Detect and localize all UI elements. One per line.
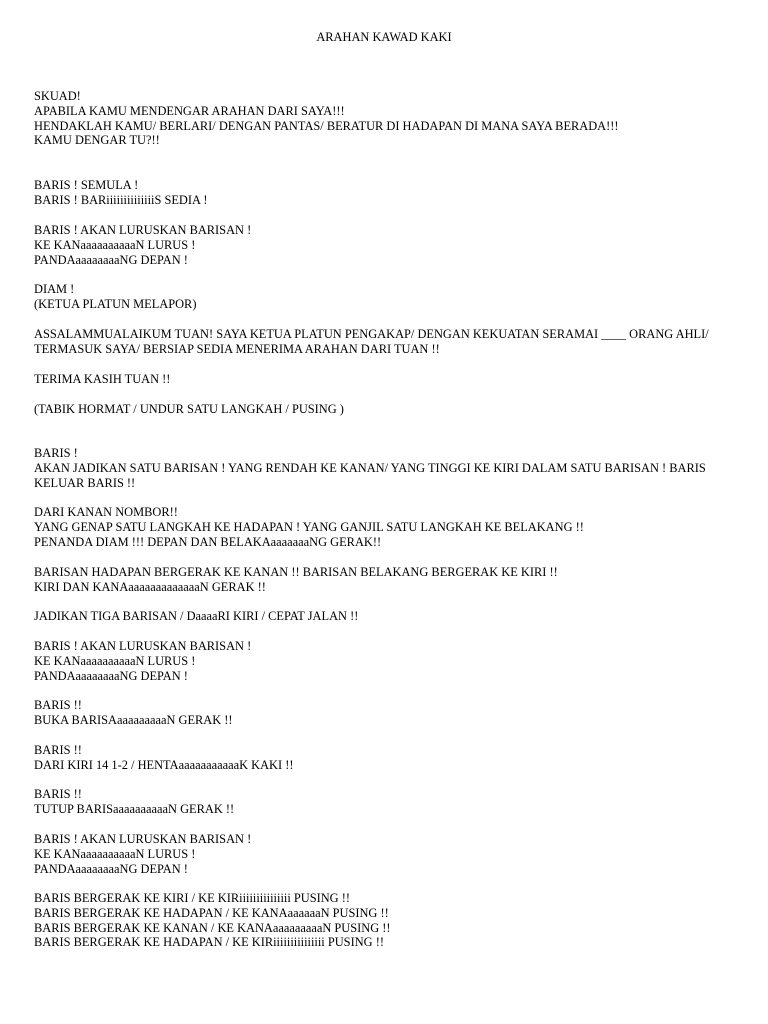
command-block-intro — [34, 89, 734, 148]
text-line: APABILA KAMU MENDENGAR ARAHAN DARI SAYA!!! — [34, 103, 345, 118]
text-line: PANDAaaaaaaaaNG DEPAN ! — [34, 861, 188, 876]
text-line: DIAM ! — [34, 282, 75, 296]
text-line: BARISAN HADAPAN BERGERAK KE KANAN !! BARISAN BELAKANG BERGERAK KE KIRI !! — [34, 565, 558, 579]
text-line: BARIS ! SEMULA ! — [34, 178, 139, 192]
text-line: KE KANaaaaaaaaaaN LURUS ! — [34, 846, 196, 861]
command-block-bergerak — [34, 565, 734, 595]
command-block-lurus-3 — [34, 832, 734, 876]
text-line: BARIS ! AKAN LURUSKAN BARISAN ! — [34, 639, 252, 653]
command-block-buka — [34, 698, 734, 728]
text-line: BARIS !! — [34, 743, 82, 757]
command-block-lurus-2 — [34, 639, 734, 683]
text-line: BARIS BERGERAK KE HADAPAN / KE KIRiiiiiiiiiiiiiii PUSING !! — [34, 935, 384, 950]
text-line: TUTUP BARISaaaaaaaaaaN GERAK !! — [34, 801, 235, 816]
command-block-semula — [34, 178, 734, 208]
document-title: ARAHAN KAWAD KAKI — [316, 30, 452, 44]
text-line: BARIS BERGERAK KE HADAPAN / KE KANAaaaaaaN PUSING !! — [34, 905, 389, 920]
command-block-henti — [34, 743, 734, 773]
text-line: HENDAKLAH KAMU/ BERLARI/ DENGAN PANTAS/ BERATUR DI HADAPAN DI MANA SAYA BERADA!!! — [34, 118, 619, 133]
text-line: KE KANaaaaaaaaaaN LURUS ! — [34, 653, 196, 668]
text-line: DARI KIRI 14 1-2 / HENTAaaaaaaaaaaaK KAKI !! — [34, 757, 294, 772]
command-block-nombor — [34, 505, 734, 549]
text-line: KELUAR BARIS !! — [34, 475, 136, 490]
text-line: BARIS !! — [34, 787, 82, 801]
text-line: JADIKAN TIGA BARISAN / DaaaaRI KIRI / CEPAT JALAN !! — [34, 609, 359, 623]
command-block-tabik — [34, 402, 734, 417]
command-block-tutup — [34, 787, 734, 817]
command-block-satu-barisan — [34, 446, 734, 490]
text-line: BARIS ! — [34, 446, 78, 460]
text-line: BARIS !! — [34, 698, 82, 712]
text-line: AKAN JADIKAN SATU BARISAN ! YANG RENDAH KE KANAN/ YANG TINGGI KE KIRI DALAM SATU BARISAN ! BARIS — [34, 460, 706, 475]
command-block-lapor — [34, 327, 734, 357]
text-line: YANG GENAP SATU LANGKAH KE HADAPAN ! YANG GANJIL SATU LANGKAH KE BELAKANG !! — [34, 519, 584, 534]
command-block-lurus — [34, 223, 734, 267]
text-line: BARIS ! AKAN LURUSKAN BARISAN ! — [34, 223, 252, 237]
text-line: PENANDA DIAM !!! DEPAN DAN BELAKAaaaaaaaNG GERAK!! — [34, 534, 382, 549]
text-line: PANDAaaaaaaaaNG DEPAN ! — [34, 252, 188, 267]
text-line: KAMU DENGAR TU?!! — [34, 133, 160, 148]
text-line: BUKA BARISAaaaaaaaaaN GERAK !! — [34, 712, 233, 727]
text-line: BARIS BERGERAK KE KIRI / KE KIRiiiiiiiiiiiiiii PUSING !! — [34, 891, 350, 905]
text-line: BARIS BERGERAK KE KANAN / KE KANAaaaaaaaaaN PUSING !! — [34, 920, 391, 935]
text-line: BARIS ! BARiiiiiiiiiiiiiiS SEDIA ! — [34, 192, 208, 207]
text-line: BARIS ! AKAN LURUSKAN BARISAN ! — [34, 832, 252, 846]
text-line: (KETUA PLATUN MELAPOR) — [34, 296, 197, 311]
text-line: SKUAD! — [34, 89, 81, 103]
command-block-pusing — [34, 891, 734, 950]
command-block-diam — [34, 282, 734, 312]
text-line: ASSALAMMUALAIKUM TUAN! SAYA KETUA PLATUN PENGAKAP/ DENGAN KEKUATAN SERAMAI ____ ORANG AHLI/ — [34, 327, 709, 341]
text-line: TERMASUK SAYA/ BERSIAP SEDIA MENERIMA ARAHAN DARI TUAN !! — [34, 341, 440, 356]
text-line: PANDAaaaaaaaaNG DEPAN ! — [34, 668, 188, 683]
text-line: TERIMA KASIH TUAN !! — [34, 372, 171, 386]
text-line: DARI KANAN NOMBOR!! — [34, 505, 178, 519]
text-line: KE KANaaaaaaaaaaN LURUS ! — [34, 237, 196, 252]
text-line: KIRI DAN KANAaaaaaaaaaaaaaN GERAK !! — [34, 579, 266, 594]
text-line: (TABIK HORMAT / UNDUR SATU LANGKAH / PUSING ) — [34, 402, 344, 416]
command-block-terima-kasih — [34, 372, 734, 387]
command-block-tiga-barisan — [34, 609, 734, 624]
